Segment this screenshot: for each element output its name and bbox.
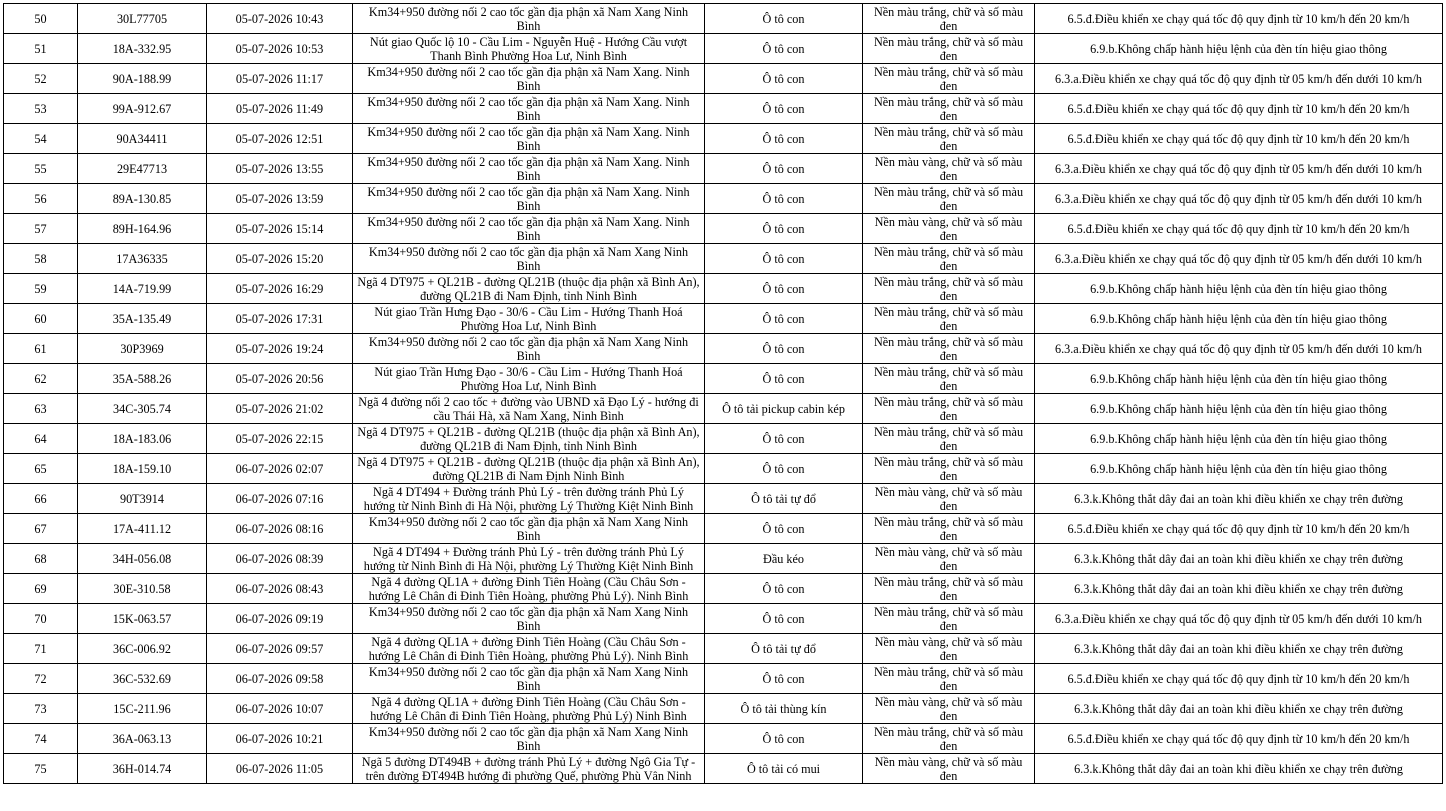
violation-time-cell: 05-07-2026 15:14 <box>207 214 353 244</box>
plate-color-cell: Nền màu vàng, chữ và số màu đen <box>863 754 1035 784</box>
location-cell: Ngã 4 DT494 + Đường tránh Phủ Lý - trên đường tránh Phủ Lý hướng từ Ninh Bình đi Hà Nội, phường Lý Thường Kiệt Ninh Bình <box>353 544 705 574</box>
table-row <box>4 244 1443 274</box>
row-number-cell: 54 <box>4 124 78 154</box>
table-row <box>4 694 1443 724</box>
violation-cell: 6.5.đ.Điều khiển xe chạy quá tốc độ quy định từ 10 km/h đến 20 km/h <box>1035 214 1443 244</box>
license-plate-cell: 29E47713 <box>78 154 207 184</box>
violation-time-cell: 06-07-2026 08:39 <box>207 544 353 574</box>
violation-cell: 6.9.b.Không chấp hành hiệu lệnh của đèn tín hiệu giao thông <box>1035 304 1443 334</box>
license-plate-cell: 36C-532.69 <box>78 664 207 694</box>
table-row <box>4 754 1443 784</box>
plate-color-cell: Nền màu trắng, chữ và số màu đen <box>863 514 1035 544</box>
violation-time-cell: 06-07-2026 08:16 <box>207 514 353 544</box>
plate-color-cell: Nền màu vàng, chữ và số màu đen <box>863 484 1035 514</box>
violation-cell: 6.3.k.Không thắt dây đai an toàn khi điều khiển xe chạy trên đường <box>1035 694 1443 724</box>
license-plate-cell: 17A-411.12 <box>78 514 207 544</box>
violation-time-cell: 06-07-2026 08:43 <box>207 574 353 604</box>
license-plate-cell: 18A-159.10 <box>78 454 207 484</box>
violation-cell: 6.3.k.Không thắt dây đai an toàn khi điều khiển xe chạy trên đường <box>1035 484 1443 514</box>
location-cell: Nút giao Trần Hưng Đạo - 30/6 - Cầu Lim - Hướng Thanh Hoá Phường Hoa Lư, Ninh Bình <box>353 304 705 334</box>
plate-color-cell: Nền màu trắng, chữ và số màu đen <box>863 604 1035 634</box>
plate-color-cell: Nền màu trắng, chữ và số màu đen <box>863 664 1035 694</box>
location-cell: Ngã 4 DT975 + QL21B - đường QL21B (thuộc địa phận xã Bình An), đường QL21B đi Nam Định, tỉnh Ninh Bình <box>353 424 705 454</box>
row-number-cell: 56 <box>4 184 78 214</box>
violation-cell: 6.9.b.Không chấp hành hiệu lệnh của đèn tín hiệu giao thông <box>1035 454 1443 484</box>
plate-color-cell: Nền màu vàng, chữ và số màu đen <box>863 634 1035 664</box>
plate-color-cell: Nền màu trắng, chữ và số màu đen <box>863 724 1035 754</box>
row-number-cell: 61 <box>4 334 78 364</box>
plate-color-cell: Nền màu trắng, chữ và số màu đen <box>863 334 1035 364</box>
vehicle-type-cell: Ô tô tải tự đổ <box>705 484 863 514</box>
location-cell: Ngã 4 DT975 + QL21B - đường QL21B (thuộc địa phận xã Bình An), đường QL21B đi Nam Định Ninh Bình <box>353 454 705 484</box>
license-plate-cell: 35A-588.26 <box>78 364 207 394</box>
license-plate-cell: 90T3914 <box>78 484 207 514</box>
location-cell: Km34+950 đường nối 2 cao tốc gần địa phận xã Nam Xang Ninh Bình <box>353 664 705 694</box>
license-plate-cell: 89A-130.85 <box>78 184 207 214</box>
violation-cell: 6.9.b.Không chấp hành hiệu lệnh của đèn tín hiệu giao thông <box>1035 424 1443 454</box>
license-plate-cell: 36H-014.74 <box>78 754 207 784</box>
plate-color-cell: Nền màu trắng, chữ và số màu đen <box>863 364 1035 394</box>
plate-color-cell: Nền màu trắng, chữ và số màu đen <box>863 184 1035 214</box>
location-cell: Km34+950 đường nối 2 cao tốc gần địa phận xã Nam Xang. Ninh Bình <box>353 214 705 244</box>
location-cell: Km34+950 đường nối 2 cao tốc gần địa phận xã Nam Xang Ninh Bình <box>353 514 705 544</box>
violation-cell: 6.3.k.Không thắt dây đai an toàn khi điều khiển xe chạy trên đường <box>1035 754 1443 784</box>
vehicle-type-cell: Đầu kéo <box>705 544 863 574</box>
location-cell: Nút giao Quốc lộ 10 - Cầu Lim - Nguyễn Huệ - Hướng Cầu vượt Thanh Bình Phường Hoa Lư, Ninh Bình <box>353 34 705 64</box>
violation-time-cell: 06-07-2026 11:05 <box>207 754 353 784</box>
location-cell: Ngã 4 đường nối 2 cao tốc + đường vào UBND xã Đạo Lý - hướng đi cầu Thái Hà, xã Nam Xang, Ninh Bình <box>353 394 705 424</box>
license-plate-cell: 89H-164.96 <box>78 214 207 244</box>
row-number-cell: 74 <box>4 724 78 754</box>
table-row <box>4 574 1443 604</box>
table-row <box>4 664 1443 694</box>
row-number-cell: 72 <box>4 664 78 694</box>
vehicle-type-cell: Ô tô con <box>705 364 863 394</box>
violation-time-cell: 05-07-2026 13:55 <box>207 154 353 184</box>
vehicle-type-cell: Ô tô tải tự đổ <box>705 634 863 664</box>
vehicle-type-cell: Ô tô con <box>705 154 863 184</box>
violation-cell: 6.5.đ.Điều khiển xe chạy quá tốc độ quy định từ 10 km/h đến 20 km/h <box>1035 124 1443 154</box>
vehicle-type-cell: Ô tô con <box>705 274 863 304</box>
location-cell: Ngã 4 DT975 + QL21B - đường QL21B (thuộc địa phận xã Bình An), đường QL21B đi Nam Định, tỉnh Ninh Bình <box>353 274 705 304</box>
vehicle-type-cell: Ô tô con <box>705 724 863 754</box>
violation-time-cell: 05-07-2026 10:43 <box>207 4 353 34</box>
license-plate-cell: 15C-211.96 <box>78 694 207 724</box>
vehicle-type-cell: Ô tô con <box>705 664 863 694</box>
table-row <box>4 364 1443 394</box>
plate-color-cell: Nền màu trắng, chữ và số màu đen <box>863 64 1035 94</box>
violation-cell: 6.3.a.Điều khiển xe chạy quá tốc độ quy định từ 05 km/h đến dưới 10 km/h <box>1035 334 1443 364</box>
violation-time-cell: 05-07-2026 22:15 <box>207 424 353 454</box>
plate-color-cell: Nền màu vàng, chữ và số màu đen <box>863 214 1035 244</box>
plate-color-cell: Nền màu trắng, chữ và số màu đen <box>863 34 1035 64</box>
vehicle-type-cell: Ô tô con <box>705 214 863 244</box>
row-number-cell: 62 <box>4 364 78 394</box>
violations-table <box>3 3 1443 784</box>
row-number-cell: 50 <box>4 4 78 34</box>
row-number-cell: 55 <box>4 154 78 184</box>
plate-color-cell: Nền màu trắng, chữ và số màu đen <box>863 244 1035 274</box>
violation-cell: 6.5.đ.Điều khiển xe chạy quá tốc độ quy định từ 10 km/h đến 20 km/h <box>1035 724 1443 754</box>
row-number-cell: 73 <box>4 694 78 724</box>
row-number-cell: 51 <box>4 34 78 64</box>
plate-color-cell: Nền màu trắng, chữ và số màu đen <box>863 304 1035 334</box>
violation-cell: 6.5.đ.Điều khiển xe chạy quá tốc độ quy định từ 10 km/h đến 20 km/h <box>1035 664 1443 694</box>
row-number-cell: 75 <box>4 754 78 784</box>
violation-time-cell: 05-07-2026 20:56 <box>207 364 353 394</box>
row-number-cell: 58 <box>4 244 78 274</box>
row-number-cell: 66 <box>4 484 78 514</box>
plate-color-cell: Nền màu trắng, chữ và số màu đen <box>863 124 1035 154</box>
plate-color-cell: Nền màu vàng, chữ và số màu đen <box>863 154 1035 184</box>
license-plate-cell: 36C-006.92 <box>78 634 207 664</box>
violation-cell: 6.3.a.Điều khiển xe chạy quá tốc độ quy định từ 05 km/h đến dưới 10 km/h <box>1035 244 1443 274</box>
vehicle-type-cell: Ô tô tải pickup cabin kép <box>705 394 863 424</box>
violation-cell: 6.9.b.Không chấp hành hiệu lệnh của đèn tín hiệu giao thông <box>1035 34 1443 64</box>
license-plate-cell: 30E-310.58 <box>78 574 207 604</box>
row-number-cell: 71 <box>4 634 78 664</box>
license-plate-cell: 18A-183.06 <box>78 424 207 454</box>
row-number-cell: 52 <box>4 64 78 94</box>
license-plate-cell: 14A-719.99 <box>78 274 207 304</box>
row-number-cell: 69 <box>4 574 78 604</box>
table-row <box>4 154 1443 184</box>
table-body <box>4 4 1443 784</box>
table-row <box>4 124 1443 154</box>
vehicle-type-cell: Ô tô con <box>705 184 863 214</box>
vehicle-type-cell: Ô tô con <box>705 454 863 484</box>
location-cell: Km34+950 đường nối 2 cao tốc gần địa phận xã Nam Xang. Ninh Bình <box>353 94 705 124</box>
location-cell: Km34+950 đường nối 2 cao tốc gần địa phận xã Nam Xang. Ninh Bình <box>353 124 705 154</box>
table-row <box>4 184 1443 214</box>
vehicle-type-cell: Ô tô con <box>705 304 863 334</box>
table-row <box>4 394 1443 424</box>
table-row <box>4 484 1443 514</box>
license-plate-cell: 30L77705 <box>78 4 207 34</box>
row-number-cell: 65 <box>4 454 78 484</box>
table-row <box>4 634 1443 664</box>
table-row <box>4 424 1443 454</box>
violation-time-cell: 05-07-2026 15:20 <box>207 244 353 274</box>
violation-time-cell: 05-07-2026 19:24 <box>207 334 353 364</box>
vehicle-type-cell: Ô tô con <box>705 334 863 364</box>
violation-time-cell: 05-07-2026 21:02 <box>207 394 353 424</box>
license-plate-cell: 30P3969 <box>78 334 207 364</box>
violation-cell: 6.3.a.Điều khiển xe chạy quá tốc độ quy định từ 05 km/h đến dưới 10 km/h <box>1035 154 1443 184</box>
violation-cell: 6.3.k.Không thắt dây đai an toàn khi điều khiển xe chạy trên đường <box>1035 544 1443 574</box>
violation-cell: 6.3.a.Điều khiển xe chạy quá tốc độ quy định từ 05 km/h đến dưới 10 km/h <box>1035 64 1443 94</box>
vehicle-type-cell: Ô tô con <box>705 34 863 64</box>
location-cell: Km34+950 đường nối 2 cao tốc gần địa phận xã Nam Xang Ninh Bình <box>353 724 705 754</box>
violation-time-cell: 05-07-2026 11:49 <box>207 94 353 124</box>
vehicle-type-cell: Ô tô con <box>705 604 863 634</box>
row-number-cell: 59 <box>4 274 78 304</box>
location-cell: Km34+950 đường nối 2 cao tốc gần địa phận xã Nam Xang Ninh Bình <box>353 4 705 34</box>
license-plate-cell: 90A-188.99 <box>78 64 207 94</box>
violation-cell: 6.9.b.Không chấp hành hiệu lệnh của đèn tín hiệu giao thông <box>1035 394 1443 424</box>
violation-cell: 6.3.a.Điều khiển xe chạy quá tốc độ quy định từ 05 km/h đến dưới 10 km/h <box>1035 604 1443 634</box>
license-plate-cell: 34C-305.74 <box>78 394 207 424</box>
table-row <box>4 334 1443 364</box>
location-cell: Km34+950 đường nối 2 cao tốc gần địa phận xã Nam Xang. Ninh Bình <box>353 64 705 94</box>
violation-time-cell: 06-07-2026 07:16 <box>207 484 353 514</box>
table-row <box>4 34 1443 64</box>
location-cell: Km34+950 đường nối 2 cao tốc gần địa phận xã Nam Xang Ninh Bình <box>353 604 705 634</box>
violation-time-cell: 06-07-2026 10:07 <box>207 694 353 724</box>
plate-color-cell: Nền màu trắng, chữ và số màu đen <box>863 4 1035 34</box>
license-plate-cell: 17A36335 <box>78 244 207 274</box>
location-cell: Nút giao Trần Hưng Đạo - 30/6 - Cầu Lim - Hướng Thanh Hoá Phường Hoa Lư, Ninh Bình <box>353 364 705 394</box>
plate-color-cell: Nền màu trắng, chữ và số màu đen <box>863 94 1035 124</box>
location-cell: Ngã 4 đường QL1A + đường Đinh Tiên Hoàng (Cầu Châu Sơn - hướng Lê Chân đi Đinh Tiên Hoàng, phường Phủ Lý). Ninh Bình <box>353 574 705 604</box>
table-row <box>4 214 1443 244</box>
plate-color-cell: Nền màu trắng, chữ và số màu đen <box>863 274 1035 304</box>
violation-cell: 6.3.k.Không thắt dây đai an toàn khi điều khiển xe chạy trên đường <box>1035 574 1443 604</box>
violation-time-cell: 06-07-2026 09:19 <box>207 604 353 634</box>
document-page <box>3 3 1442 784</box>
row-number-cell: 57 <box>4 214 78 244</box>
violation-time-cell: 05-07-2026 13:59 <box>207 184 353 214</box>
license-plate-cell: 36A-063.13 <box>78 724 207 754</box>
plate-color-cell: Nền màu trắng, chữ và số màu đen <box>863 424 1035 454</box>
violation-time-cell: 05-07-2026 11:17 <box>207 64 353 94</box>
violation-time-cell: 05-07-2026 12:51 <box>207 124 353 154</box>
row-number-cell: 64 <box>4 424 78 454</box>
table-row <box>4 4 1443 34</box>
violation-cell: 6.5.đ.Điều khiển xe chạy quá tốc độ quy định từ 10 km/h đến 20 km/h <box>1035 94 1443 124</box>
violation-time-cell: 06-07-2026 02:07 <box>207 454 353 484</box>
vehicle-type-cell: Ô tô tải có mui <box>705 754 863 784</box>
plate-color-cell: Nền màu trắng, chữ và số màu đen <box>863 394 1035 424</box>
vehicle-type-cell: Ô tô con <box>705 4 863 34</box>
location-cell: Ngã 4 DT494 + Đường tránh Phủ Lý - trên đường tránh Phủ Lý hướng từ Ninh Bình đi Hà Nội, phường Lý Thường Kiệt Ninh Bình <box>353 484 705 514</box>
license-plate-cell: 18A-332.95 <box>78 34 207 64</box>
license-plate-cell: 15K-063.57 <box>78 604 207 634</box>
license-plate-cell: 35A-135.49 <box>78 304 207 334</box>
location-cell: Ngã 4 đường QL1A + đường Đinh Tiên Hoàng (Cầu Châu Sơn - hướng Lê Chân đi Đinh Tiên Hoàng, phường Phủ Lý) Ninh Bình <box>353 694 705 724</box>
violation-cell: 6.9.b.Không chấp hành hiệu lệnh của đèn tín hiệu giao thông <box>1035 274 1443 304</box>
vehicle-type-cell: Ô tô con <box>705 574 863 604</box>
table-row <box>4 64 1443 94</box>
violation-time-cell: 05-07-2026 10:53 <box>207 34 353 64</box>
plate-color-cell: Nền màu vàng, chữ và số màu đen <box>863 694 1035 724</box>
vehicle-type-cell: Ô tô tải thùng kín <box>705 694 863 724</box>
vehicle-type-cell: Ô tô con <box>705 64 863 94</box>
table-row <box>4 94 1443 124</box>
table-row <box>4 724 1443 754</box>
violation-time-cell: 06-07-2026 10:21 <box>207 724 353 754</box>
table-row <box>4 304 1443 334</box>
row-number-cell: 70 <box>4 604 78 634</box>
violation-cell: 6.5.đ.Điều khiển xe chạy quá tốc độ quy định từ 10 km/h đến 20 km/h <box>1035 514 1443 544</box>
table-row <box>4 454 1443 484</box>
plate-color-cell: Nền màu trắng, chữ và số màu đen <box>863 574 1035 604</box>
table-row <box>4 544 1443 574</box>
vehicle-type-cell: Ô tô con <box>705 94 863 124</box>
table-row <box>4 604 1443 634</box>
location-cell: Km34+950 đường nối 2 cao tốc gần địa phận xã Nam Xang. Ninh Bình <box>353 154 705 184</box>
row-number-cell: 68 <box>4 544 78 574</box>
location-cell: Km34+950 đường nối 2 cao tốc gần địa phận xã Nam Xang. Ninh Bình <box>353 184 705 214</box>
plate-color-cell: Nền màu trắng, chữ và số màu đen <box>863 454 1035 484</box>
location-cell: Ngã 5 đường DT494B + đường tránh Phủ Lý + đường Ngô Gia Tự - trên đường ĐT494B hướng đi phường Quế, phường Phù Vân Ninh <box>353 754 705 784</box>
violation-time-cell: 05-07-2026 17:31 <box>207 304 353 334</box>
vehicle-type-cell: Ô tô con <box>705 514 863 544</box>
violation-time-cell: 06-07-2026 09:57 <box>207 634 353 664</box>
row-number-cell: 67 <box>4 514 78 544</box>
violation-time-cell: 05-07-2026 16:29 <box>207 274 353 304</box>
violation-time-cell: 06-07-2026 09:58 <box>207 664 353 694</box>
violation-cell: 6.3.k.Không thắt dây đai an toàn khi điều khiển xe chạy trên đường <box>1035 634 1443 664</box>
plate-color-cell: Nền màu vàng, chữ và số màu đen <box>863 544 1035 574</box>
row-number-cell: 63 <box>4 394 78 424</box>
table-row <box>4 514 1443 544</box>
license-plate-cell: 99A-912.67 <box>78 94 207 124</box>
location-cell: Ngã 4 đường QL1A + đường Đinh Tiên Hoàng (Cầu Châu Sơn - hướng Lê Chân đi Đinh Tiên Hoàng, phường Phủ Lý). Ninh Bình <box>353 634 705 664</box>
license-plate-cell: 90A34411 <box>78 124 207 154</box>
location-cell: Km34+950 đường nối 2 cao tốc gần địa phận xã Nam Xang Ninh Bình <box>353 244 705 274</box>
license-plate-cell: 34H-056.08 <box>78 544 207 574</box>
vehicle-type-cell: Ô tô con <box>705 124 863 154</box>
vehicle-type-cell: Ô tô con <box>705 424 863 454</box>
row-number-cell: 53 <box>4 94 78 124</box>
violation-cell: 6.3.a.Điều khiển xe chạy quá tốc độ quy định từ 05 km/h đến dưới 10 km/h <box>1035 184 1443 214</box>
violation-cell: 6.5.đ.Điều khiển xe chạy quá tốc độ quy định từ 10 km/h đến 20 km/h <box>1035 4 1443 34</box>
table-row <box>4 274 1443 304</box>
violation-cell: 6.9.b.Không chấp hành hiệu lệnh của đèn tín hiệu giao thông <box>1035 364 1443 394</box>
row-number-cell: 60 <box>4 304 78 334</box>
location-cell: Km34+950 đường nối 2 cao tốc gần địa phận xã Nam Xang Ninh Bình <box>353 334 705 364</box>
vehicle-type-cell: Ô tô con <box>705 244 863 274</box>
